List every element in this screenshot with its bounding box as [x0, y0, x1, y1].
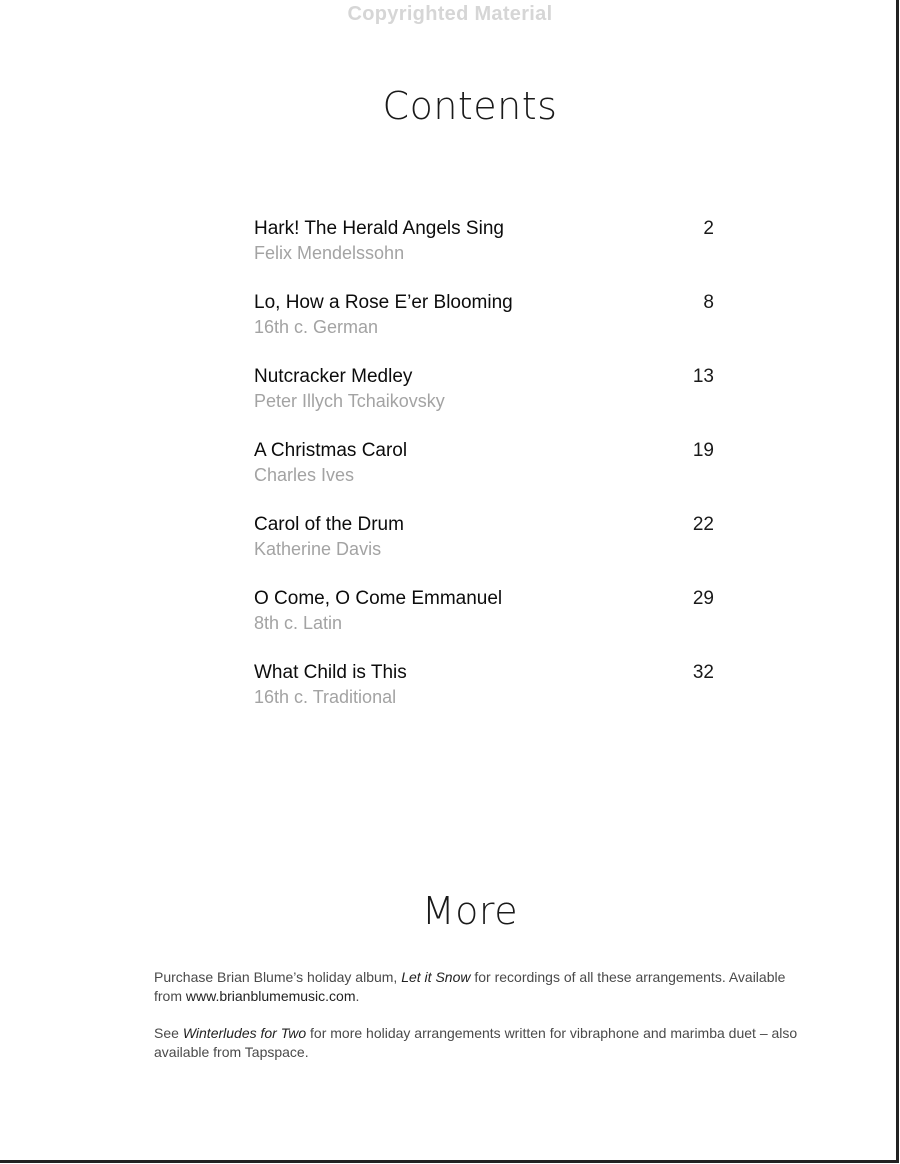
more-section	[154, 968, 814, 1080]
toc-entry-title: Nutcracker Medley	[254, 366, 413, 387]
toc-entry-composer: 16th c. German	[254, 317, 379, 337]
toc-entry-composer: Katherine Davis	[254, 539, 382, 559]
toc-entry-composer: 16th c. Traditional	[254, 687, 397, 707]
book-end-text: for more holiday arrangements written for vibraphone and marimba duet – also available from Tapspace.	[154, 1025, 798, 1060]
toc-entry-page: 13	[692, 366, 714, 387]
toc-entry-composer: Peter Illych Tchaikovsky	[254, 391, 445, 411]
toc-entry[interactable]	[254, 661, 714, 735]
contents-heading: Contents	[382, 84, 558, 128]
toc-entry[interactable]	[254, 587, 714, 661]
album-lead-text: Purchase Brian Blume’s holiday album,	[154, 969, 402, 985]
toc-entry-title: Carol of the Drum	[254, 514, 404, 535]
album-end-text: .	[355, 988, 360, 1004]
toc-entry[interactable]	[254, 217, 714, 291]
toc-entry-title: O Come, O Come Emmanuel	[254, 588, 503, 609]
toc-entry-title: Lo, How a Rose E’er Blooming	[254, 292, 513, 313]
toc-entry[interactable]	[254, 439, 714, 513]
toc-entry-composer: Felix Mendelssohn	[254, 243, 405, 263]
toc-entry-title: A Christmas Carol	[254, 440, 408, 461]
table-of-contents	[254, 217, 714, 735]
toc-entry-page: 32	[692, 662, 714, 683]
toc-entry-page: 2	[703, 218, 714, 239]
toc-entry-page: 29	[692, 588, 714, 609]
album-mid-text: for recordings of all these arrangements. Available from	[154, 969, 786, 1004]
toc-entry-title: What Child is This	[254, 662, 407, 683]
book-title: Winterludes for Two	[182, 1025, 307, 1041]
toc-entry[interactable]	[254, 291, 714, 365]
toc-entry-page: 19	[692, 440, 714, 461]
toc-entry-composer: Charles Ives	[254, 465, 355, 485]
watermark: Copyrighted Material	[347, 3, 553, 25]
toc-entry-page: 22	[692, 514, 714, 535]
toc-entry[interactable]	[254, 513, 714, 587]
book-lead-text: See	[154, 1025, 183, 1041]
album-paragraph	[154, 968, 814, 1006]
toc-entry[interactable]	[254, 365, 714, 439]
website-link[interactable]: www.brianblumemusic.com	[185, 988, 356, 1004]
toc-entry-page: 8	[703, 292, 714, 313]
album-title: Let it Snow	[401, 969, 471, 985]
more-heading: More	[421, 889, 519, 933]
toc-entry-composer: 8th c. Latin	[254, 613, 343, 633]
book-paragraph	[154, 1024, 814, 1062]
toc-entry-title: Hark! The Herald Angels Sing	[254, 218, 504, 239]
